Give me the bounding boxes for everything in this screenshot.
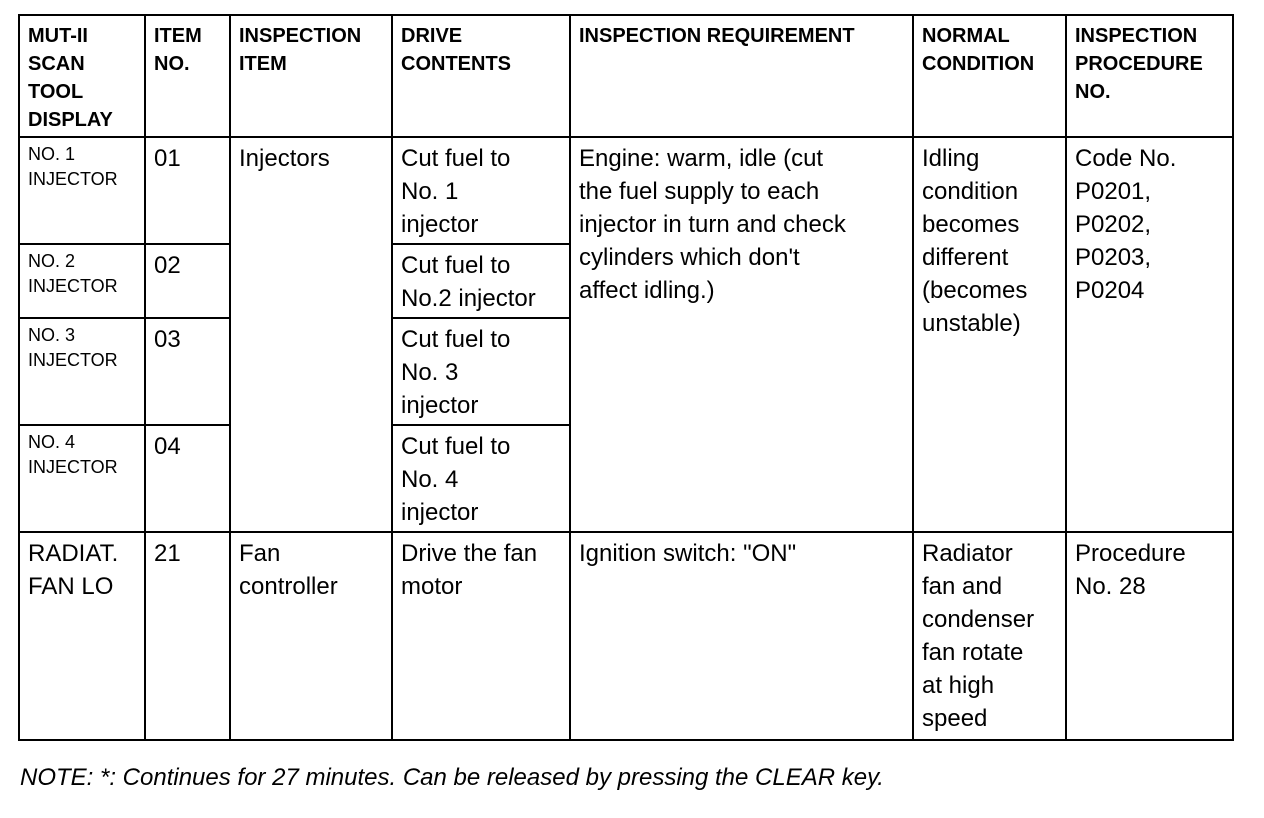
inspection-sheet <box>18 14 1232 741</box>
inspection-item-cell: Injectors <box>230 137 392 532</box>
actuator-test-table <box>18 14 1234 741</box>
scan-tool-display-cell: NO. 3 INJECTOR <box>19 318 145 425</box>
item-no-cell: 01 <box>145 137 230 244</box>
drive-contents-cell: Drive the fan motor <box>392 532 570 740</box>
item-no-cell: 03 <box>145 318 230 425</box>
item-no-cell: 21 <box>145 532 230 740</box>
table-row <box>19 532 1233 740</box>
scan-tool-display-cell: NO. 1 INJECTOR <box>19 137 145 244</box>
drive-contents-cell: Cut fuel to No. 3 injector <box>392 318 570 425</box>
header-inspection-requirement: INSPECTION REQUIREMENT <box>570 15 913 137</box>
scan-tool-display-cell: NO. 2 INJECTOR <box>19 244 145 318</box>
drive-contents-cell: Cut fuel to No. 1 injector <box>392 137 570 244</box>
footnote: NOTE: *: Continues for 27 minutes. Can be released by pressing the CLEAR key. <box>20 764 884 791</box>
normal-condition-cell: Radiator fan and condenser fan rotate at high speed <box>913 532 1066 740</box>
inspection-procedure-cell: Procedure No. 28 <box>1066 532 1233 740</box>
header-inspection-procedure-no: INSPECTION PROCEDURE NO. <box>1066 15 1233 137</box>
scan-tool-display-cell: NO. 4 INJECTOR <box>19 425 145 532</box>
drive-contents-cell: Cut fuel to No. 4 injector <box>392 425 570 532</box>
table-row <box>19 137 1233 244</box>
header-drive-contents: DRIVE CONTENTS <box>392 15 570 137</box>
item-no-cell: 02 <box>145 244 230 318</box>
item-no-cell: 04 <box>145 425 230 532</box>
scan-tool-display-cell: RADIAT. FAN LO <box>19 532 145 740</box>
inspection-requirement-cell: Engine: warm, idle (cut the fuel supply to each injector in turn and check cylinders which don't affect idling.) <box>570 137 913 532</box>
header-inspection-item: INSPECTION ITEM <box>230 15 392 137</box>
header-row <box>19 15 1233 137</box>
inspection-procedure-cell: Code No. P0201, P0202, P0203, P0204 <box>1066 137 1233 532</box>
inspection-requirement-cell: Ignition switch: "ON" <box>570 532 913 740</box>
header-scan-tool-display: MUT-II SCAN TOOL DISPLAY <box>19 15 145 137</box>
drive-contents-cell: Cut fuel to No.2 injector <box>392 244 570 318</box>
inspection-item-cell: Fan controller <box>230 532 392 740</box>
header-item-no: ITEM NO. <box>145 15 230 137</box>
header-normal-condition: NORMAL CONDITION <box>913 15 1066 137</box>
normal-condition-cell: Idling condition becomes different (becomes unstable) <box>913 137 1066 532</box>
